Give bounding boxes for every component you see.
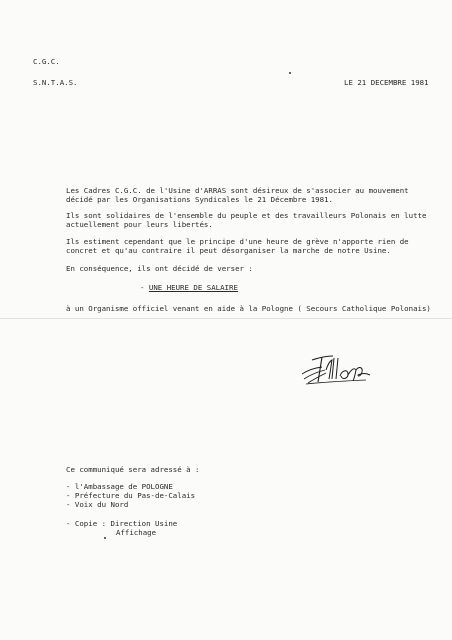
paragraph-4: En conséquence, ils ont décidé de verser : xyxy=(66,264,253,273)
paragraph-2-line-1: Ils sont solidaires de l'ensemble du peuple et des travailleurs Polonais en lutte xyxy=(66,211,427,220)
paper-fold-line xyxy=(0,318,452,319)
paragraph-3-line-2: concret et qu'au contraire il peut désorganiser la marche de notre Usine. xyxy=(66,246,391,255)
paragraph-1-line-1: Les Cadres C.G.C. de l'Usine d'ARRAS sont désireux de s'associer au mouvement xyxy=(66,186,409,195)
paper-speck xyxy=(289,72,291,74)
recipient-item: - Préfecture du Pas-de-Calais xyxy=(66,491,196,500)
paragraph-2-line-2: actuellement pour leurs libertés. xyxy=(66,220,213,229)
recipient-item: - l'Ambassage de POLOGNE xyxy=(66,482,173,491)
paragraph-1-line-2: décidé par les Organisations Syndicales le 21 Décembre 1981. xyxy=(66,195,333,204)
distribution-intro: Ce communiqué sera adressé à : xyxy=(66,465,200,474)
signature xyxy=(300,348,372,388)
paper-speck xyxy=(104,537,106,539)
recipient-item: - Voix du Nord xyxy=(66,500,129,509)
org-name-cgc: C.G.C. xyxy=(33,57,60,66)
copy-line: - Copie : Direction Usine xyxy=(66,519,178,528)
signature-mark xyxy=(300,348,372,388)
letter-date: LE 21 DECEMBRE 1981 xyxy=(344,78,429,87)
highlight-text: UNE HEURE DE SALAIRE xyxy=(148,283,238,292)
copy-line-affichage: Affichage xyxy=(116,528,157,537)
highlight-dash: - xyxy=(140,283,149,292)
org-name-sntas: S.N.T.A.S. xyxy=(33,78,78,87)
paragraph-3-line-1: Ils estiment cependant que le principe d'une heure de grève n'apporte rien de xyxy=(66,237,409,246)
paragraph-5: à un Organisme officiel venant en aide à la Pologne ( Secours Catholique Polonais) xyxy=(66,304,431,313)
highlight-line xyxy=(140,283,238,292)
